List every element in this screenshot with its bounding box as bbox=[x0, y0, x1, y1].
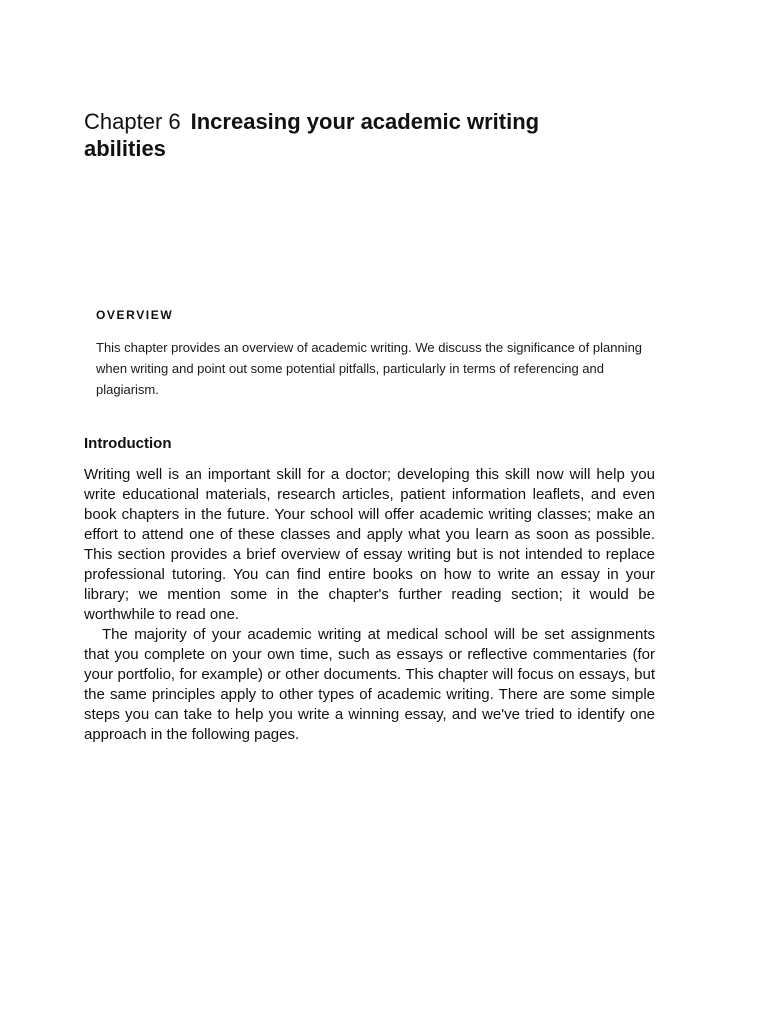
overview-text: This chapter provides an overview of academic writing. We discuss the significance of planning when writing and point out some potential pitfalls, particularly in terms of referencing and plagiarism. bbox=[96, 340, 643, 397]
body-paragraph: Writing well is an important skill for a doctor; developing this skill now will help you write educational materials, research articles, patient information leaflets, and even book chapters in the future. Your school will offer academic writing classes; make an effort to attend one of these classes and apply what you learn as soon as possible. This section provides a brief overview of essay writing but is not intended to replace professional tutoring. You can find entire books on how to write an essay in your library; we mention some in the chapter's further reading section; it would be worthwhile to read one. bbox=[84, 466, 655, 623]
section-heading-introduction: Introduction bbox=[84, 435, 172, 452]
overview-box bbox=[96, 308, 656, 400]
overview-label: OVERVIEW bbox=[96, 308, 174, 322]
introduction-body bbox=[84, 465, 655, 745]
chapter-title: Increasing your academic writing abilities bbox=[84, 109, 540, 161]
body-paragraph: The majority of your academic writing at medical school will be set assignments that you complete on your own time, such as essays or reflective commentaries (for your portfolio, for example) or other documents. This chapter will focus on essays, but the same principles apply to other types of academic writing. There are some simple steps you can take to help you write a winning essay, and we've tried to identify one approach in the following pages. bbox=[84, 626, 655, 743]
chapter-number: Chapter 6 bbox=[84, 109, 181, 134]
chapter-heading bbox=[84, 108, 604, 162]
